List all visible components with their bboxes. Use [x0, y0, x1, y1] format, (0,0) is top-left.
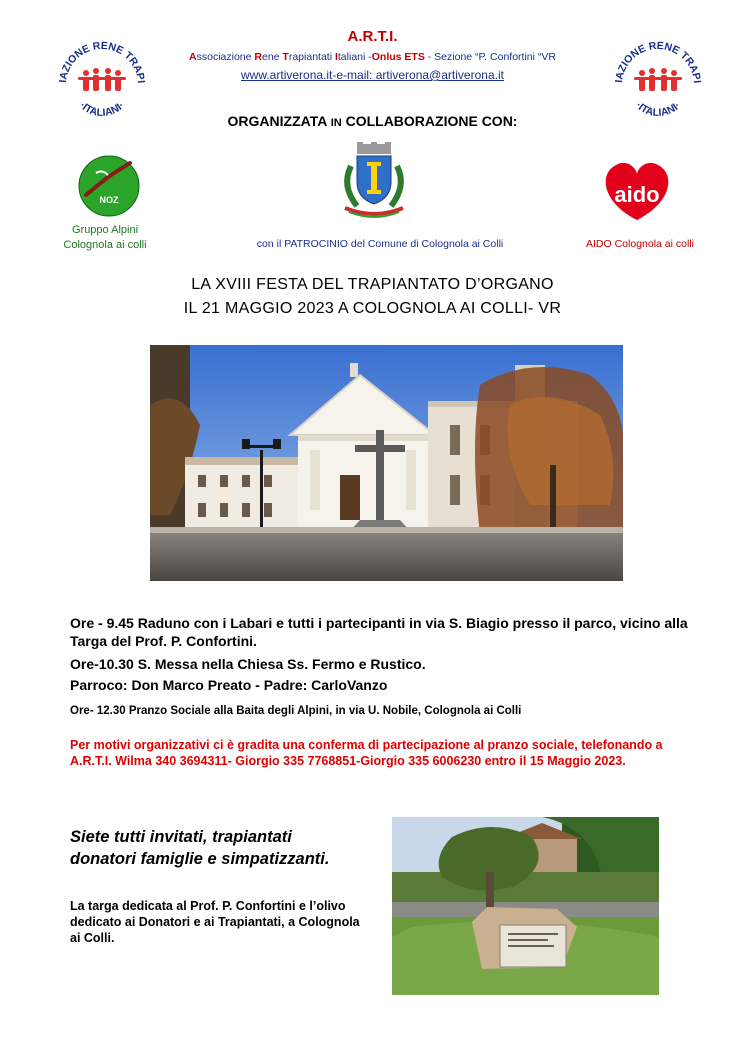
aido-caption: AIDO Colognola ai colli	[586, 238, 694, 250]
org-short-title: A.R.T.I.	[347, 28, 398, 45]
org-name-part: rapiantati	[288, 51, 335, 63]
program-item-raduno: Ore - 9.45 Raduno con i Labari e tutti i partecipanti in via S. Biagio presso il parco, vicino alla Targa del Prof. P. Confortini.	[70, 615, 688, 649]
comune-crest-icon	[335, 142, 413, 222]
program-item-messa: Ore-10.30 S. Messa nella Chiesa Ss. Fermo e Rustico.	[70, 656, 426, 672]
targa-caption: La targa dedicata al Prof. P. Confortini e l’olivo dedicato ai Donatori e ai Trapiantati, a Colognola ai Colli.	[70, 899, 360, 945]
org-name-part: ssociazione	[196, 51, 255, 63]
org-name-part: I	[334, 51, 338, 63]
collab-heading: ORGANIZZATA IN COLLABORAZIONE CON:	[227, 113, 518, 129]
svg-text:NOZ: NOZ	[99, 195, 119, 205]
patrocinio-caption: con il PATROCINIO del Comune di Colognola ai Colli	[256, 238, 504, 250]
org-full-name	[120, 51, 625, 63]
org-links[interactable]: www.artiverona.it-e-mail: artiverona@artiverona.it	[241, 68, 504, 82]
org-name-part: A	[189, 51, 197, 63]
org-name-part: ene	[261, 51, 283, 63]
invite-text: Siete tutti invitati, trapiantati donatori famiglie e simpatizzanti.	[70, 828, 330, 868]
participation-notice: Per motivi organizzativi ci è gradita una conferma di partecipazione al pranzo sociale, telefonando a A.R.T.I. Wilma 340 3694311- Giorgio 335 7768851-Giorgio 335 6006230 entro il 15 Maggio 2023.	[70, 738, 663, 768]
program-item-pranzo: Ore- 12.30 Pranzo Sociale alla Baita degli Alpini, in via U. Nobile, Colognola ai Colli	[70, 705, 522, 717]
church-photo	[150, 345, 623, 581]
org-name-part: taliani -	[337, 51, 372, 63]
alpini-caption: Gruppo Alpini Colognola ai colli	[63, 224, 147, 251]
svg-text:ASSOCIAZIONE RENE TRAPIANTATI: IAZIONE RENE TRAPI	[57, 39, 147, 84]
event-title: LA XVIII FESTA DEL TRAPIANTATO D’ORGANO IL 21 MAGGIO 2023 A COLOGNOLA AI COLLI- VR	[183, 276, 562, 317]
alpini-logo-icon	[78, 155, 140, 217]
org-name-part: R	[254, 51, 262, 63]
svg-text:·ITALIANI·: ·ITALIANI·	[633, 99, 683, 120]
org-name-part: - Sezione “P. Confortini “VR	[424, 51, 556, 63]
svg-text:·ITALIANI·: ·ITALIANI·	[77, 99, 127, 120]
olive-tree-photo	[392, 817, 659, 995]
org-name-part: Onlus ETS	[371, 51, 425, 63]
svg-text:aido: aido	[614, 182, 660, 207]
org-name-part: T	[282, 51, 289, 63]
program-item-parroco: Parroco: Don Marco Preato - Padre: CarloVanzo	[70, 677, 388, 693]
aido-logo-icon	[596, 158, 678, 222]
svg-text:ASSOCIAZIONE RENE TRAPIANTATI: IAZIONE RENE TRAPI	[613, 39, 703, 84]
